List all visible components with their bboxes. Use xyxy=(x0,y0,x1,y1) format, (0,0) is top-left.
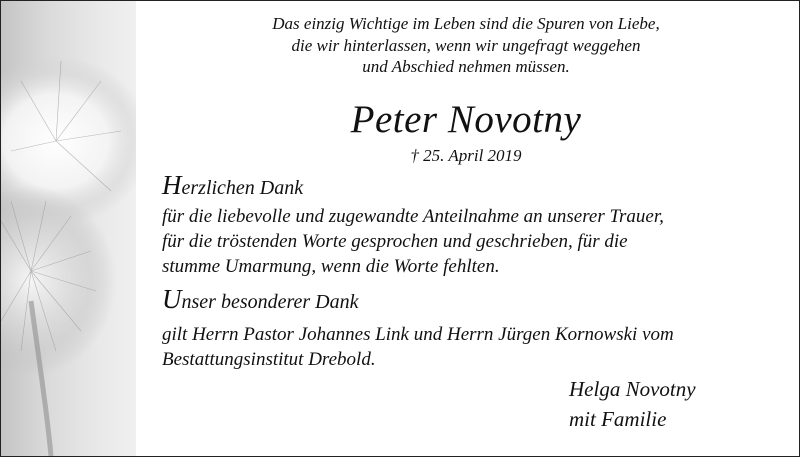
thanks-line: für die liebevolle und zugewandte Anteilnahme an unserer Trauer, xyxy=(162,206,664,227)
thanks-heading xyxy=(162,170,304,200)
signature-line: mit Familie xyxy=(569,407,667,431)
special-thanks-paragraph xyxy=(162,322,792,372)
signature-line: Helga Novotny xyxy=(569,377,696,401)
special-thanks-heading-rest: nser besonderer Dank xyxy=(181,291,359,313)
special-thanks-line: gilt Herrn Pastor Johannes Link und Herrn Jürgen Kornowski vom xyxy=(162,324,674,345)
special-thanks-heading xyxy=(162,284,359,314)
thanks-heading-initial: H xyxy=(162,170,182,200)
thanks-paragraph xyxy=(162,204,792,279)
memorial-quote xyxy=(191,13,741,78)
special-thanks-heading-initial: U xyxy=(162,284,182,314)
text-area xyxy=(1,1,799,456)
thanks-line: stumme Umarmung, wenn die Worte fehlten. xyxy=(162,256,500,277)
deceased-name: Peter Novotny xyxy=(350,98,582,141)
thanks-heading-rest: erzlichen Dank xyxy=(181,177,304,199)
quote-line: Das einzig Wichtige im Leben sind die Spuren von Liebe, xyxy=(272,14,660,33)
quote-line: die wir hinterlassen, wenn wir ungefragt weggehen xyxy=(291,35,641,55)
signature xyxy=(569,374,696,434)
death-date: † 25. April 2019 xyxy=(410,146,522,165)
quote-line: und Abschied nehmen müssen. xyxy=(362,57,570,76)
thanks-line: für die tröstenden Worte gesprochen und geschrieben, für die xyxy=(162,231,628,252)
special-thanks-line: Bestattungsinstitut Drebold. xyxy=(162,349,376,370)
